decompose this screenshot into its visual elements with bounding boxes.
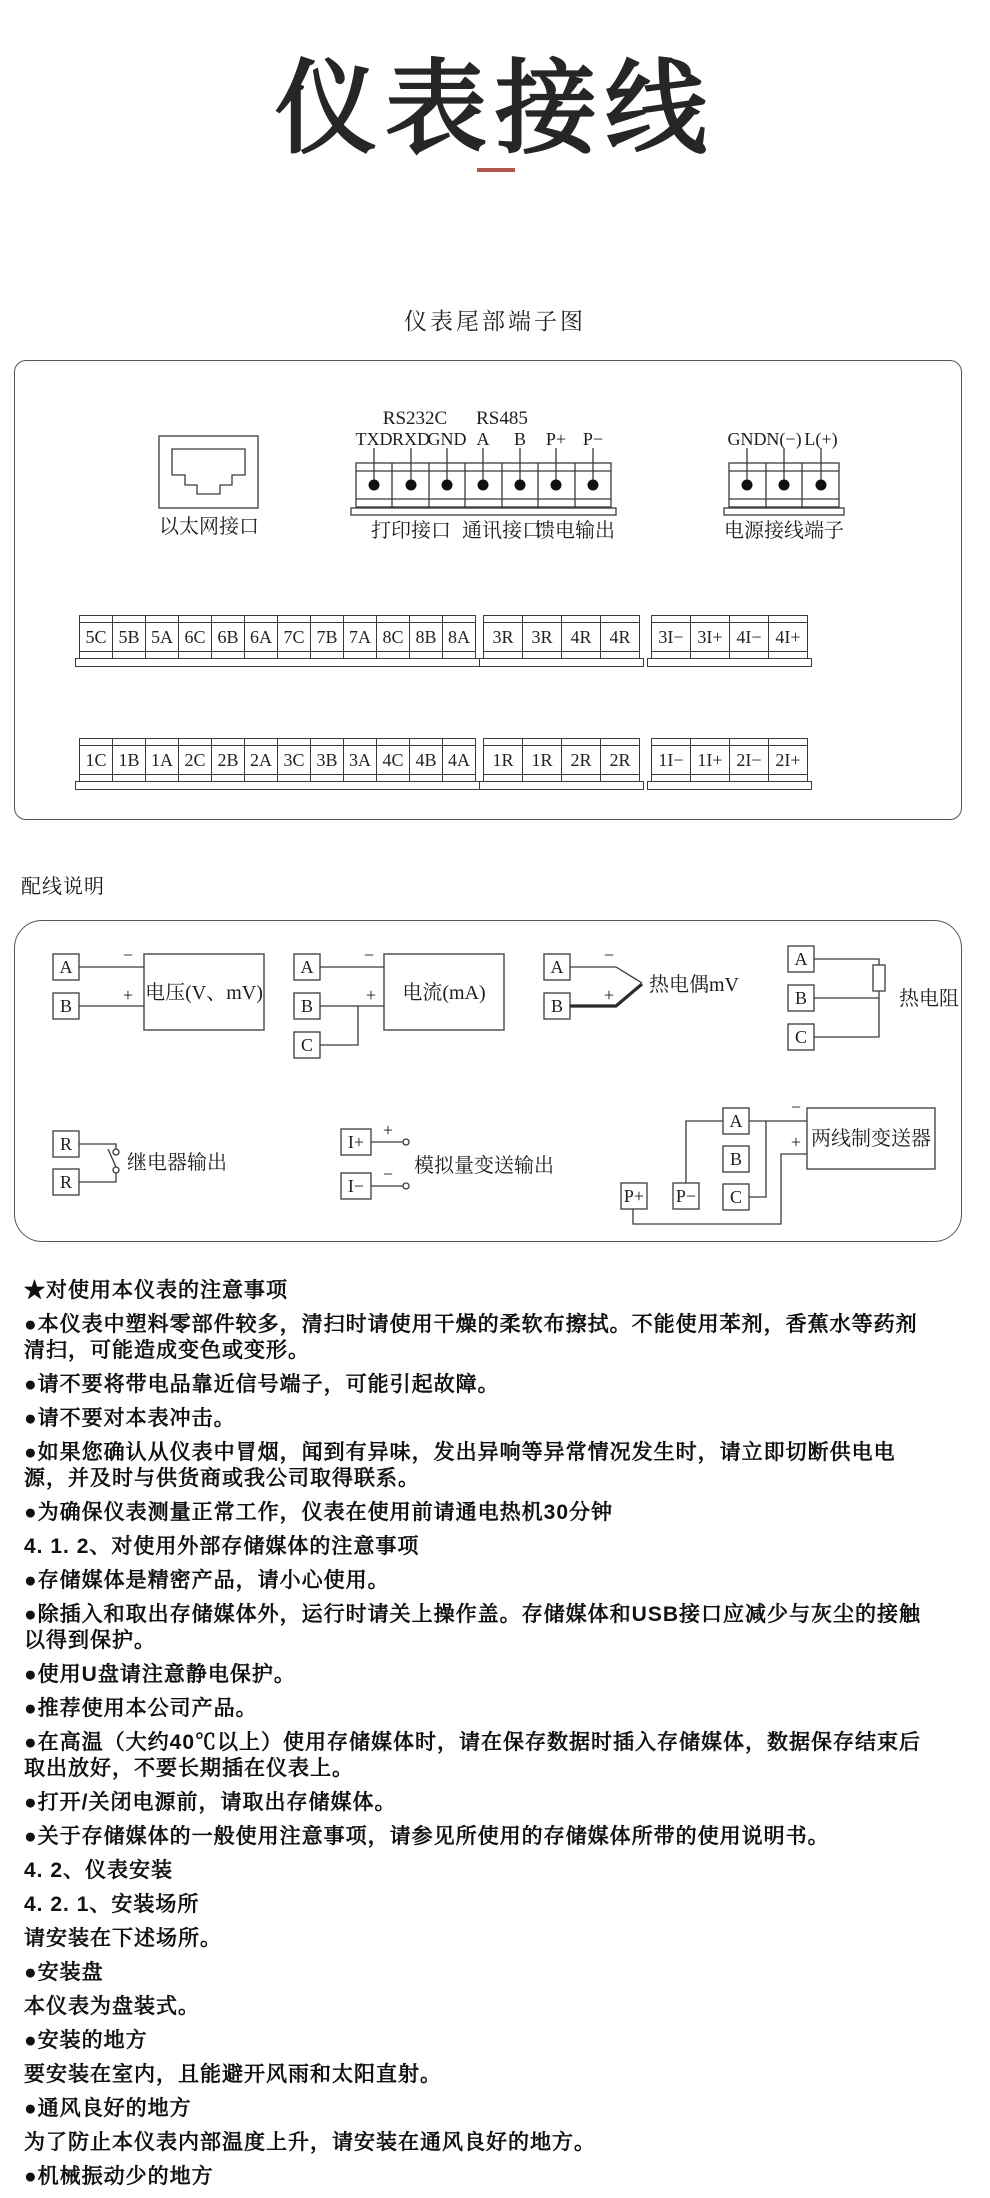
relay-label: 继电器输出 [127,1152,227,1174]
pin-power-gnd: GND [727,429,767,449]
terminal-cell: 2R [609,749,631,770]
svg-text:A: A [550,957,564,977]
terminal-cell: 2C [179,739,212,781]
plus-mark: + [365,985,377,1005]
terminal-cell: 2R [562,739,601,781]
note-line: 4. 1. 2、对使用外部存储媒体的注意事项 [24,1535,420,1558]
svg-text:B: B [729,1149,743,1169]
ethernet-label: 以太网接口 [159,516,259,538]
minus-mark: − [382,1164,394,1184]
note-line: 为了防止本仪表内部温度上升，请安装在通风良好的地方。 [24,2131,596,2154]
terminal-cell: 1B [113,739,146,781]
terminal-cell: 1I− [652,739,691,781]
note-line: ●请不要对本表冲击。 [24,1407,236,1430]
note-line: 要安装在室内，且能避开风雨和太阳直射。 [24,2063,442,2086]
svg-text:C: C [300,1035,314,1055]
note-line: ●如果您确认从仪表中冒烟，闻到有异味，发出异响等异常情况发生时，请立即切断供电电源，并及时与供货商或我公司取得联系。 [24,1441,896,1490]
rs232c-label: RS232C [382,408,448,429]
terminal-cell: 3I− [652,616,691,658]
terminal-cell: 4B [410,739,443,781]
note-line: ★对使用本仪表的注意事项 [24,1279,288,1302]
terminal-cell: 3A [344,739,377,781]
plus-mark: + [790,1132,802,1152]
svg-text:C: C [729,1187,743,1207]
terminal-cell: 1I+ [691,739,730,781]
pin-pminus: P− [582,429,604,449]
svg-text:R: R [59,1134,73,1154]
terminal-cell: 8A [448,626,470,647]
minus-mark: − [603,945,615,965]
note-line: ●为确保仪表测量正常工作，仪表在使用前请通电热机30分钟 [24,1501,614,1524]
svg-text:A: A [59,957,73,977]
relay-output-diagram [53,1131,227,1195]
terminal-cell: 7A [344,616,377,658]
power-terminal-caption: 电源接线端子 [724,520,844,542]
svg-text:B: B [794,988,808,1008]
comm-terminal-block [351,408,616,542]
terminal-cell: 1R [523,739,562,781]
terminal-cell: 6A [245,616,278,658]
ethernet-port [159,436,259,538]
terminal-diagram-subtitle: 仪表尾部端子图 [404,308,586,334]
rs485-label: RS485 [476,408,528,429]
wiring-section-title: 配线说明 [21,876,105,898]
terminal-cell: 2A [245,739,278,781]
svg-text:I+: I+ [347,1132,365,1152]
note-line: ●关于存储媒体的一般使用注意事项，请参见所使用的存储媒体所带的使用说明书。 [24,1825,830,1848]
terminal-strip-row2-main [79,738,476,782]
note-line: ●打开/关闭电源前，请取出存储媒体。 [24,1791,397,1814]
note-line: ●机械振动少的地方 [24,2165,214,2188]
terminal-cell: 4R [562,616,601,658]
terminal-strip-row2-current [651,738,808,782]
power-terminal-block [724,429,844,542]
minus-mark: − [790,1097,802,1117]
terminal-panel [14,360,962,820]
wiring-panel [14,920,962,1242]
pin-gnd: GND [427,429,467,449]
terminal-cell: 5A [146,616,179,658]
note-line: ●请不要将带电品靠近信号端子，可能引起故障。 [24,1373,500,1396]
voltage-input-diagram [53,945,264,1030]
terminal-cell: 6C [179,616,212,658]
note-line: 4. 2、仪表安装 [24,1859,174,1882]
terminal-strip-row2-relay [483,738,640,782]
plus-mark: + [122,985,134,1005]
thermocouple-diagram [544,945,740,1019]
pin-a: A [476,429,490,449]
note-line: 请安装在下述场所。 [24,1927,222,1950]
terminal-cell: 3B [311,739,344,781]
terminal-cell: 2B [212,739,245,781]
terminal-cell: 4I− [730,616,769,658]
terminal-strip-row1-main [79,615,476,659]
strip-plate [479,658,644,667]
minus-mark: − [122,945,134,965]
strip-plate [479,781,644,790]
minus-mark: − [363,945,375,965]
pin-txd: TXD [355,429,393,449]
note-line: 本仪表为盘装式。 [24,1995,200,2018]
pin-power-n: N(−) [766,429,802,449]
terminal-strip-row1-current [651,615,808,659]
transmitter-label: 两线制变送器 [811,1128,931,1150]
plus-mark: + [603,985,615,1005]
transmitter-diagram [621,1097,935,1224]
terminal-cell: 4R [609,626,631,647]
svg-text:A: A [300,957,314,977]
terminal-cell: 8C [377,616,410,658]
terminal-cell: 1C [80,739,113,781]
note-line: ●推荐使用本公司产品。 [24,1697,258,1720]
svg-text:C: C [794,1027,808,1047]
pin-rxd: RXD [391,429,431,449]
rtd-label: 热电阻 [899,988,959,1010]
terminal-cell: 8B [410,616,443,658]
title-divider [477,168,515,172]
terminal-strip-row1-relay [483,615,640,659]
terminal-cell: 7B [311,616,344,658]
terminal-cell: 3I+ [691,616,730,658]
current-input-diagram [294,945,504,1058]
analog-output-label: 模拟量变送输出 [414,1155,554,1177]
svg-text:I−: I− [347,1176,365,1196]
note-line: ●安装的地方 [24,2029,148,2052]
terminal-cell: 4I+ [775,626,801,647]
terminal-cell: 5C [80,616,113,658]
terminal-cell: 5B [113,616,146,658]
comm-port-caption: 通讯接口 [462,520,542,542]
analog-output-diagram [341,1120,554,1199]
svg-text:B: B [59,996,73,1016]
notes-list [24,1270,924,2198]
pin-power-l: L(+) [804,429,838,449]
pin-pplus: P+ [545,429,567,449]
strip-plate [647,658,812,667]
terminal-cell: 6B [212,616,245,658]
note-line: ●通风良好的地方 [24,2097,192,2120]
svg-text:P+: P+ [623,1186,645,1206]
print-port-caption: 打印接口 [371,520,451,542]
svg-text:R: R [59,1172,73,1192]
strip-plate [75,658,480,667]
page-title: 仪表接线 [275,52,715,166]
strip-plate [647,781,812,790]
pin-b: B [513,429,527,449]
terminal-cell: 2I+ [775,749,801,770]
terminal-cell: 3R [484,616,523,658]
terminal-cell: 1A [146,739,179,781]
wiring-diagram [15,921,961,1241]
thermocouple-label: 热电偶mV [649,974,739,996]
terminal-cell: 3R [523,616,562,658]
strip-plate [75,781,480,790]
terminal-cell: 7C [278,616,311,658]
rtd-diagram [788,946,959,1050]
svg-text:B: B [550,996,564,1016]
feed-output-caption: 馈电输出 [535,520,615,542]
note-line: 4. 2. 1、安装场所 [24,1893,200,1916]
svg-text:P−: P− [675,1186,697,1206]
terminal-cell: 1R [484,739,523,781]
svg-text:B: B [300,996,314,1016]
note-line: ●本仪表中塑料零部件较多，清扫时请使用干燥的柔软布擦拭。不能使用苯剂，香蕉水等药剂清扫，可能造成变色或变形。 [24,1313,918,1362]
terminal-cell: 4A [448,749,470,770]
terminal-cell: 3C [278,739,311,781]
note-line: ●除插入和取出存储媒体外，运行时请关上操作盖。存储媒体和USB接口应减少与灰尘的接触以得到保护。 [24,1603,922,1652]
current-label: 电流(mA) [402,982,486,1004]
plus-mark: + [382,1120,394,1140]
svg-text:A: A [794,949,808,969]
voltage-label: 电压(V、mV) [145,982,263,1004]
note-line: ●存储媒体是精密产品，请小心使用。 [24,1569,390,1592]
note-line: ●安装盘 [24,1961,104,1984]
note-line: ●在高温（大约40℃以上）使用存储媒体时，请在保存数据时插入存储媒体，数据保存结束后取出放好，不要长期插在仪表上。 [24,1731,922,1780]
terminal-cell: 4C [377,739,410,781]
svg-text:A: A [729,1111,743,1131]
terminal-cell: 2I− [730,739,769,781]
note-line: ●使用U盘请注意静电保护。 [24,1663,296,1686]
